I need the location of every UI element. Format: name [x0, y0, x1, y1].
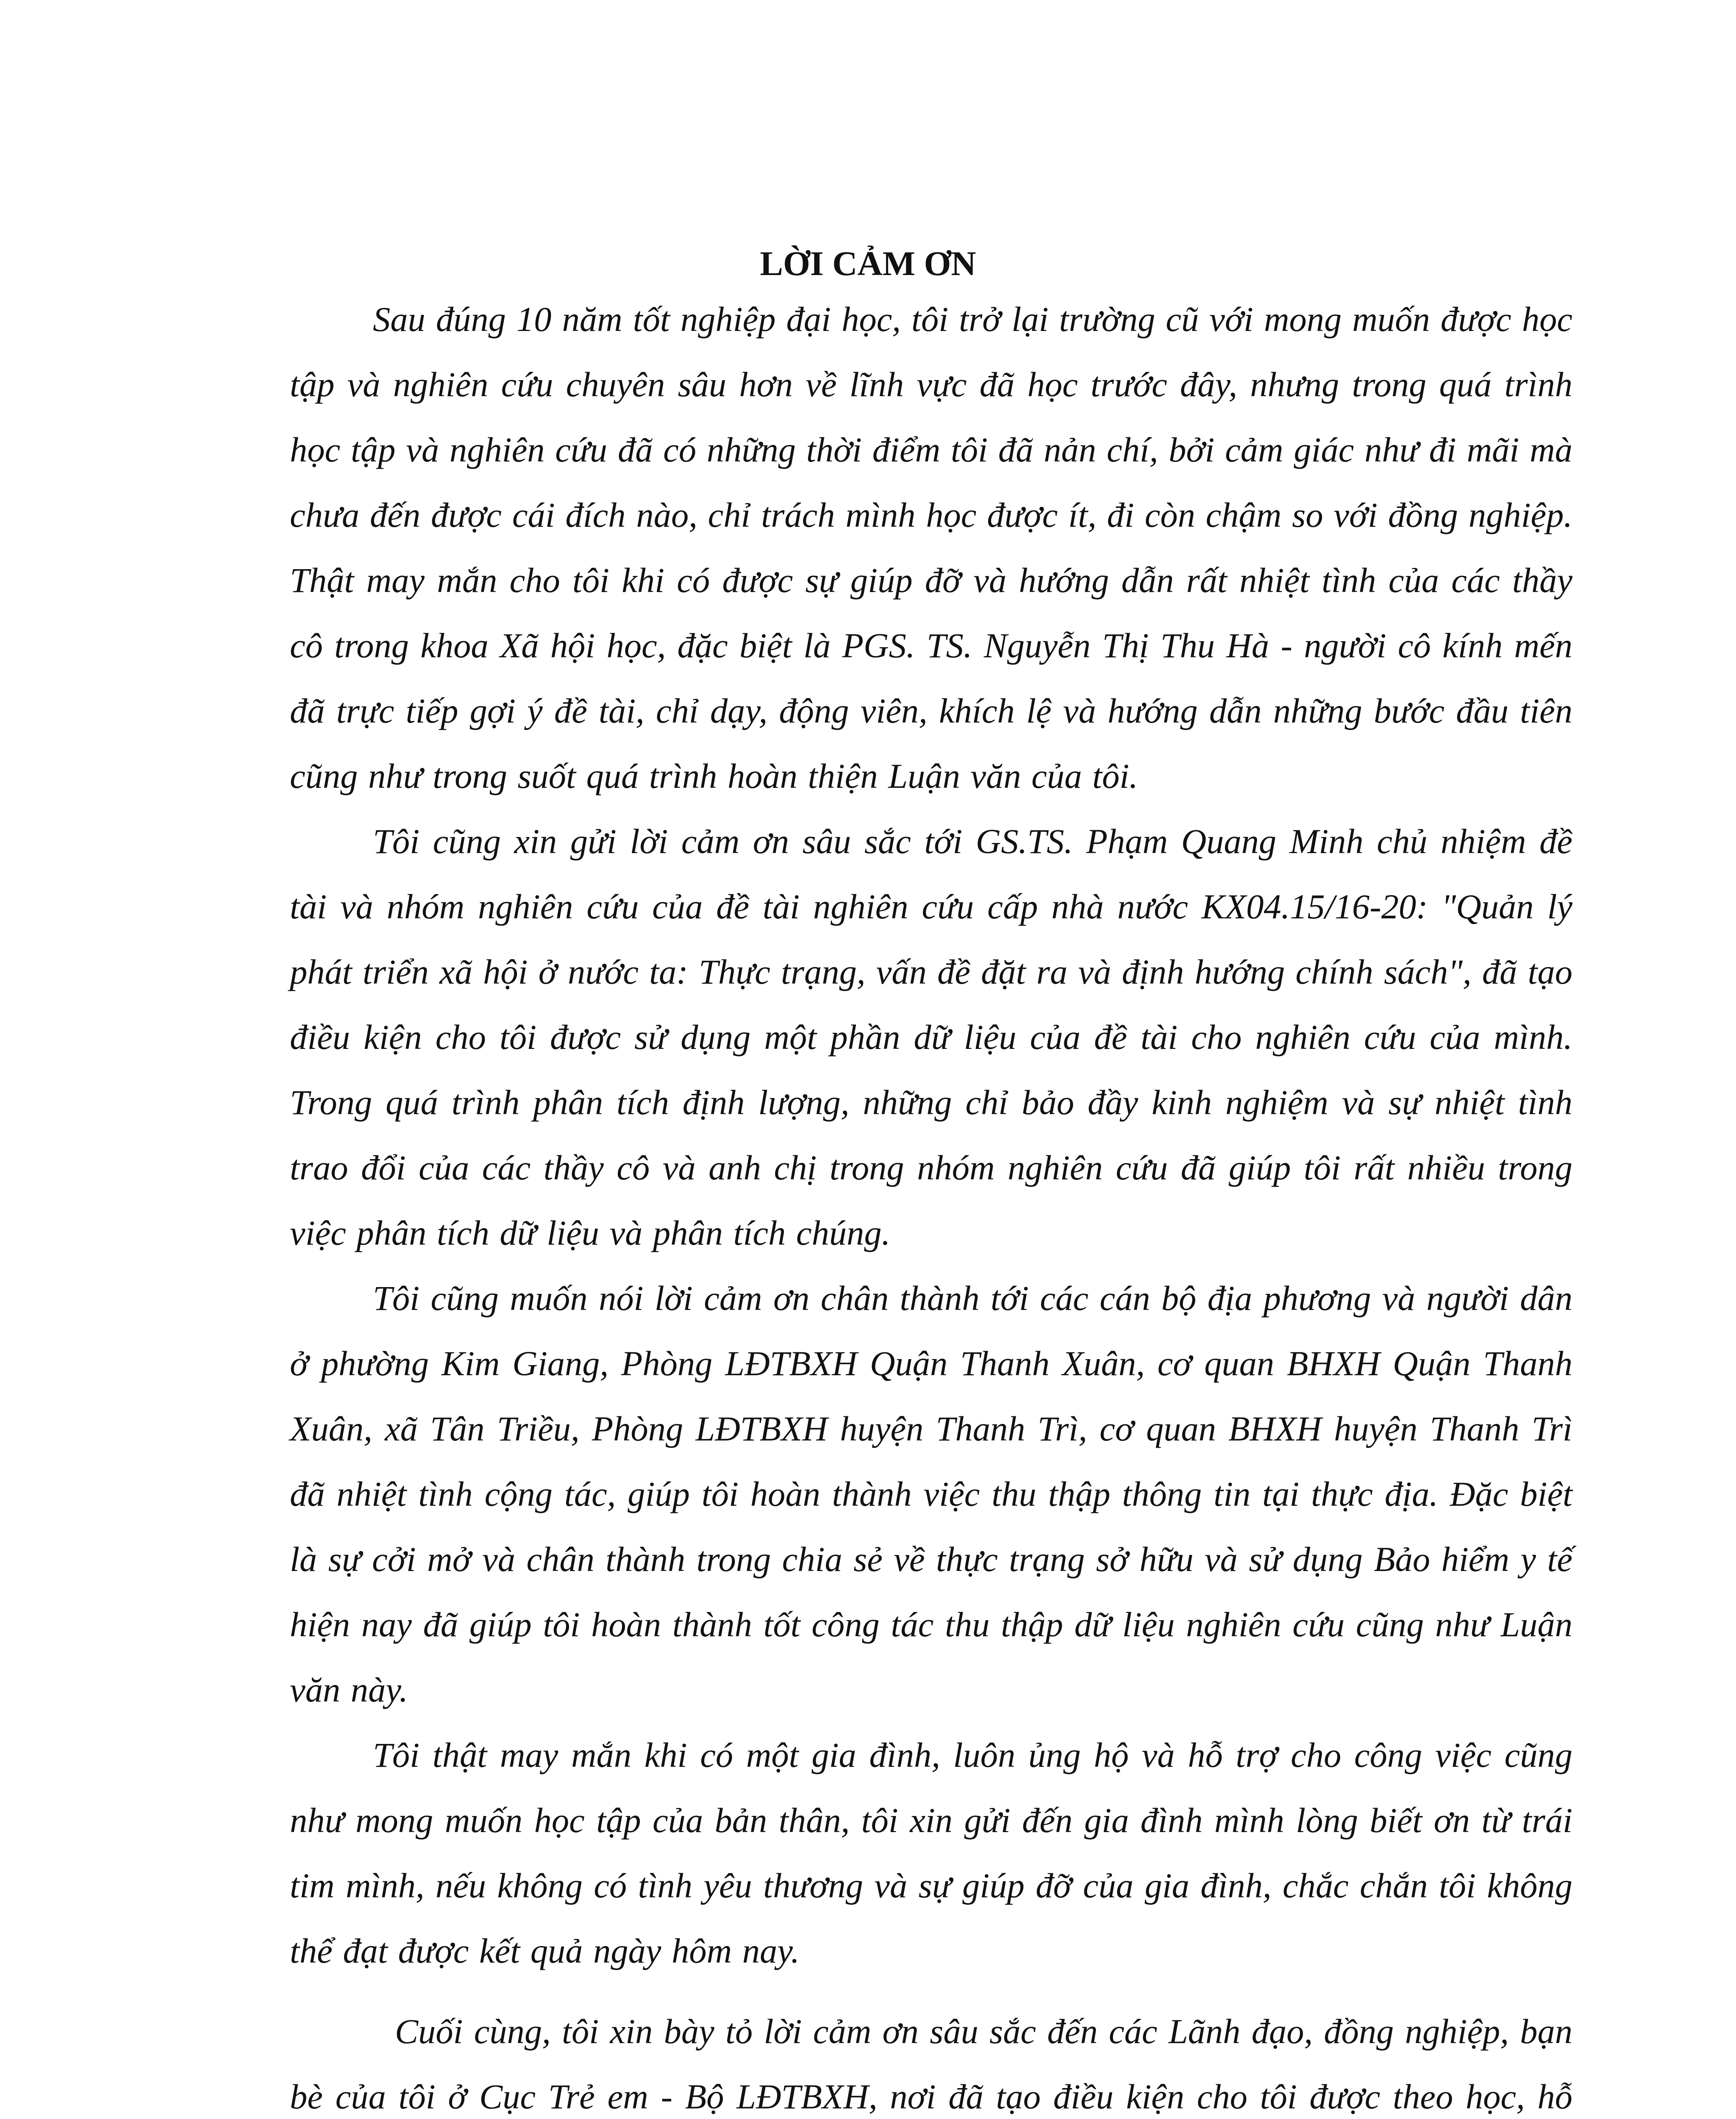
acknowledgement-body: [290, 286, 1572, 2119]
paragraph-3: Tôi cũng muốn nói lời cảm ơn chân thành tới các cán bộ địa phương và người dân ở phường Kim Giang, Phòng LĐTBXH Quận Thanh Xuân, cơ quan BHXH Quận Thanh Xuân, xã Tân Triều, Phòng LĐTBXH huyện Thanh Trì, cơ quan BHXH huyện Thanh Trì đã nhiệt tình cộng tác, giúp tôi hoàn thành việc thu thập thông tin tại thực địa. Đặc biệt là sự cởi mở và chân thành trong chia sẻ về thực trạng sở hữu và sử dụng Bảo hiểm y tế hiện nay đã giúp tôi hoàn thành tốt công tác thu thập dữ liệu nghiên cứu cũng như Luận văn này.: [290, 1279, 1572, 1709]
page-title: LỜI CẢM ƠN: [760, 244, 976, 283]
paragraph-1: Sau đúng 10 năm tốt nghiệp đại học, tôi trở lại trường cũ với mong muốn được học tập và nghiên cứu chuyên sâu hơn về lĩnh vực đã học trước đây, nhưng trong quá trình học tập và nghiên cứu đã có những thời điểm tôi đã nản chí, bởi cảm giác như đi mãi mà chưa đến được cái đích nào, chỉ trách mình học được ít, đi còn chậm so với đồng nghiệp. Thật may mắn cho tôi khi có được sự giúp đỡ và hướng dẫn rất nhiệt tình của các thầy cô trong khoa Xã hội học, đặc biệt là PGS. TS. Nguyễn Thị Thu Hà - người cô kính mến đã trực tiếp gợi ý đề tài, chỉ dạy, động viên, khích lệ và hướng dẫn những bước đầu tiên cũng như trong suốt quá trình hoàn thiện Luận văn của tôi.: [290, 300, 1572, 795]
paragraph-2: Tôi cũng xin gửi lời cảm ơn sâu sắc tới GS.TS. Phạm Quang Minh chủ nhiệm đề tài và nhóm nghiên cứu của đề tài nghiên cứu cấp nhà nước KX04.15/16-20: "Quản lý phát triển xã hội ở nước ta: Thực trạng, vấn đề đặt ra và định hướng chính sách", đã tạo điều kiện cho tôi được sử dụng một phần dữ liệu của đề tài cho nghiên cứu của mình. Trong quá trình phân tích định lượng, những chỉ bảo đầy kinh nghiệm và sự nhiệt tình trao đổi của các thầy cô và anh chị trong nhóm nghiên cứu đã giúp tôi rất nhiều trong việc phân tích dữ liệu và phân tích chúng.: [290, 822, 1572, 1252]
paragraph-4: Tôi thật may mắn khi có một gia đình, luôn ủng hộ và hỗ trợ cho công việc cũng như mong muốn học tập của bản thân, tôi xin gửi đến gia đình mình lòng biết ơn từ trái tim mình, nếu không có tình yêu thương và sự giúp đỡ của gia đình, chắc chắn tôi không thể đạt được kết quả ngày hôm nay.: [290, 1735, 1572, 1970]
paragraph-5: Cuối cùng, tôi xin bày tỏ lời cảm ơn sâu sắc đến các Lãnh đạo, đồng nghiệp, bạn bè của tôi ở Cục Trẻ em - Bộ LĐTBXH, nơi đã tạo điều kiện cho tôi được theo học, hỗ: [290, 2012, 1572, 2116]
